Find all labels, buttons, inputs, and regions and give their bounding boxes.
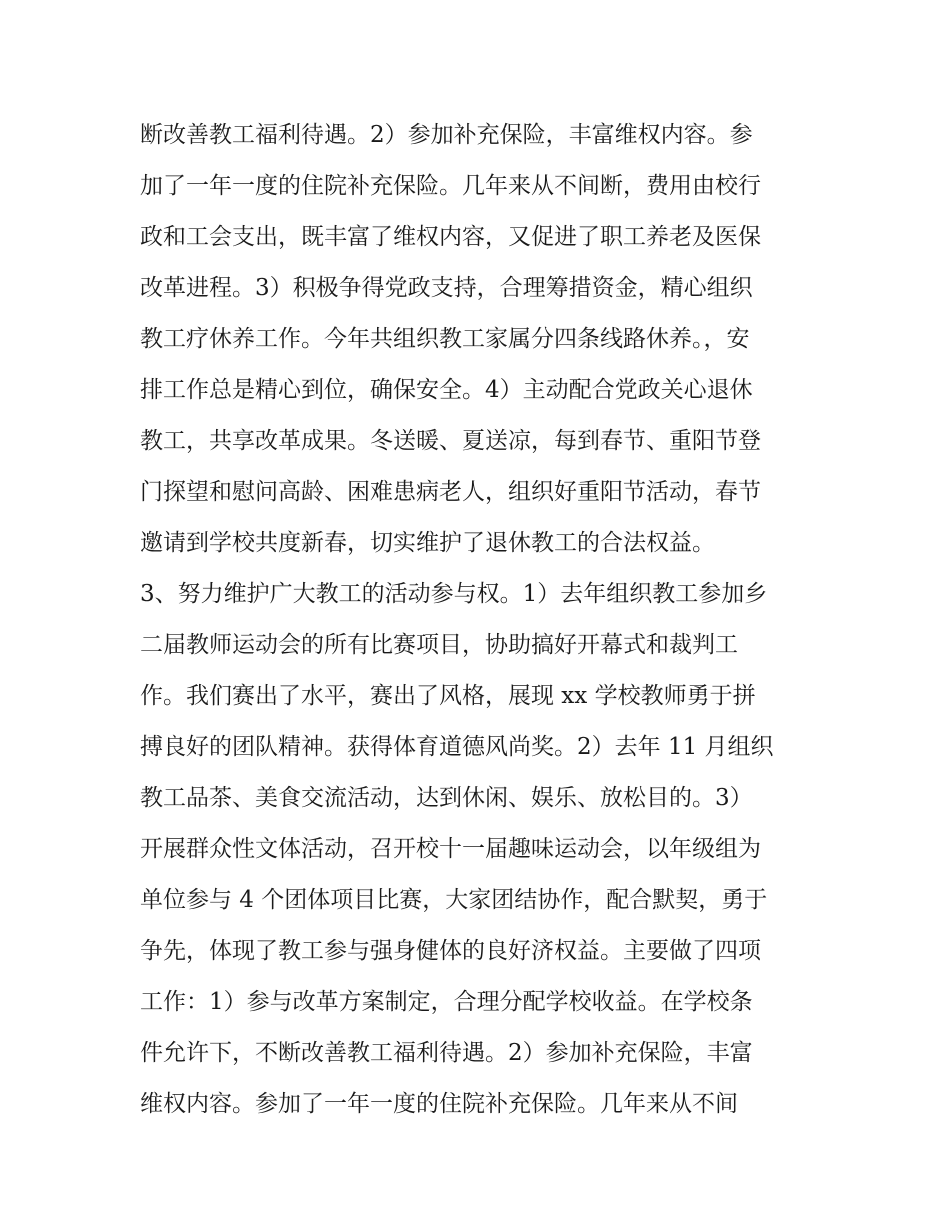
text-line: 教工疗休养工作。今年共组织教工家属分四条线路休养。，安 (140, 326, 750, 352)
text-line: 教工，共享改革成果。冬送暖、夏送凉，每到春节、重阳节登 (140, 428, 761, 454)
text-line: 门探望和慰问高龄、困难患病老人，组织好重阳节活动，春节 (140, 479, 761, 505)
text-line: 3、努力维护广大教工的活动参与权。1）去年组织教工参加乡 (140, 581, 768, 607)
text-line: 开展群众性文体活动，召开校十一届趣味运动会，以年级组为 (140, 836, 761, 862)
text-line: 搏良好的团队精神。获得体育道德风尚奖。2）去年 11 月组织 (140, 734, 774, 760)
text-line: 维权内容。参加了一年一度的住院补充保险。几年来从不间 (140, 1091, 738, 1117)
text-line: 政和工会支出，既丰富了维权内容，又促进了职工养老及医保 (140, 224, 761, 250)
text-line: 邀请到学校共度新春，切实维护了退休教工的合法权益。 (140, 530, 715, 556)
text-line: 加了一年一度的住院补充保险。几年来从不间断，费用由校行 (140, 173, 761, 199)
text-line: 改革进程。3）积极争得党政支持，合理筹措资金，精心组织 (140, 275, 753, 301)
text-line: 工作：1）参与改革方案制定，合理分配学校收益。在学校条 (140, 989, 753, 1015)
text-line: 单位参与 4 个团体项目比赛，大家团结协作，配合默契，勇于 (140, 887, 768, 913)
text-line: 断改善教工福利待遇。2）参加补充保险，丰富维权内容。参 (140, 122, 753, 148)
text-line: 件允许下，不断改善教工福利待遇。2）参加补充保险，丰富 (140, 1040, 753, 1066)
text-line: 排工作总是精心到位，确保安全。4）主动配合党政关心退休 (140, 377, 753, 403)
text-line: 二届教师运动会的所有比赛项目，协助搞好开幕式和裁判工 (140, 632, 738, 658)
text-line: 作。我们赛出了水平，赛出了风格，展现 xx 学校教师勇于拼 (140, 683, 756, 709)
body-text (140, 110, 820, 1130)
text-line: 争先，体现了教工参与强身健体的良好济权益。主要做了四项 (140, 938, 761, 964)
text-line: 教工品茶、美食交流活动，达到休闲、娱乐、放松目的。3） (140, 785, 753, 811)
